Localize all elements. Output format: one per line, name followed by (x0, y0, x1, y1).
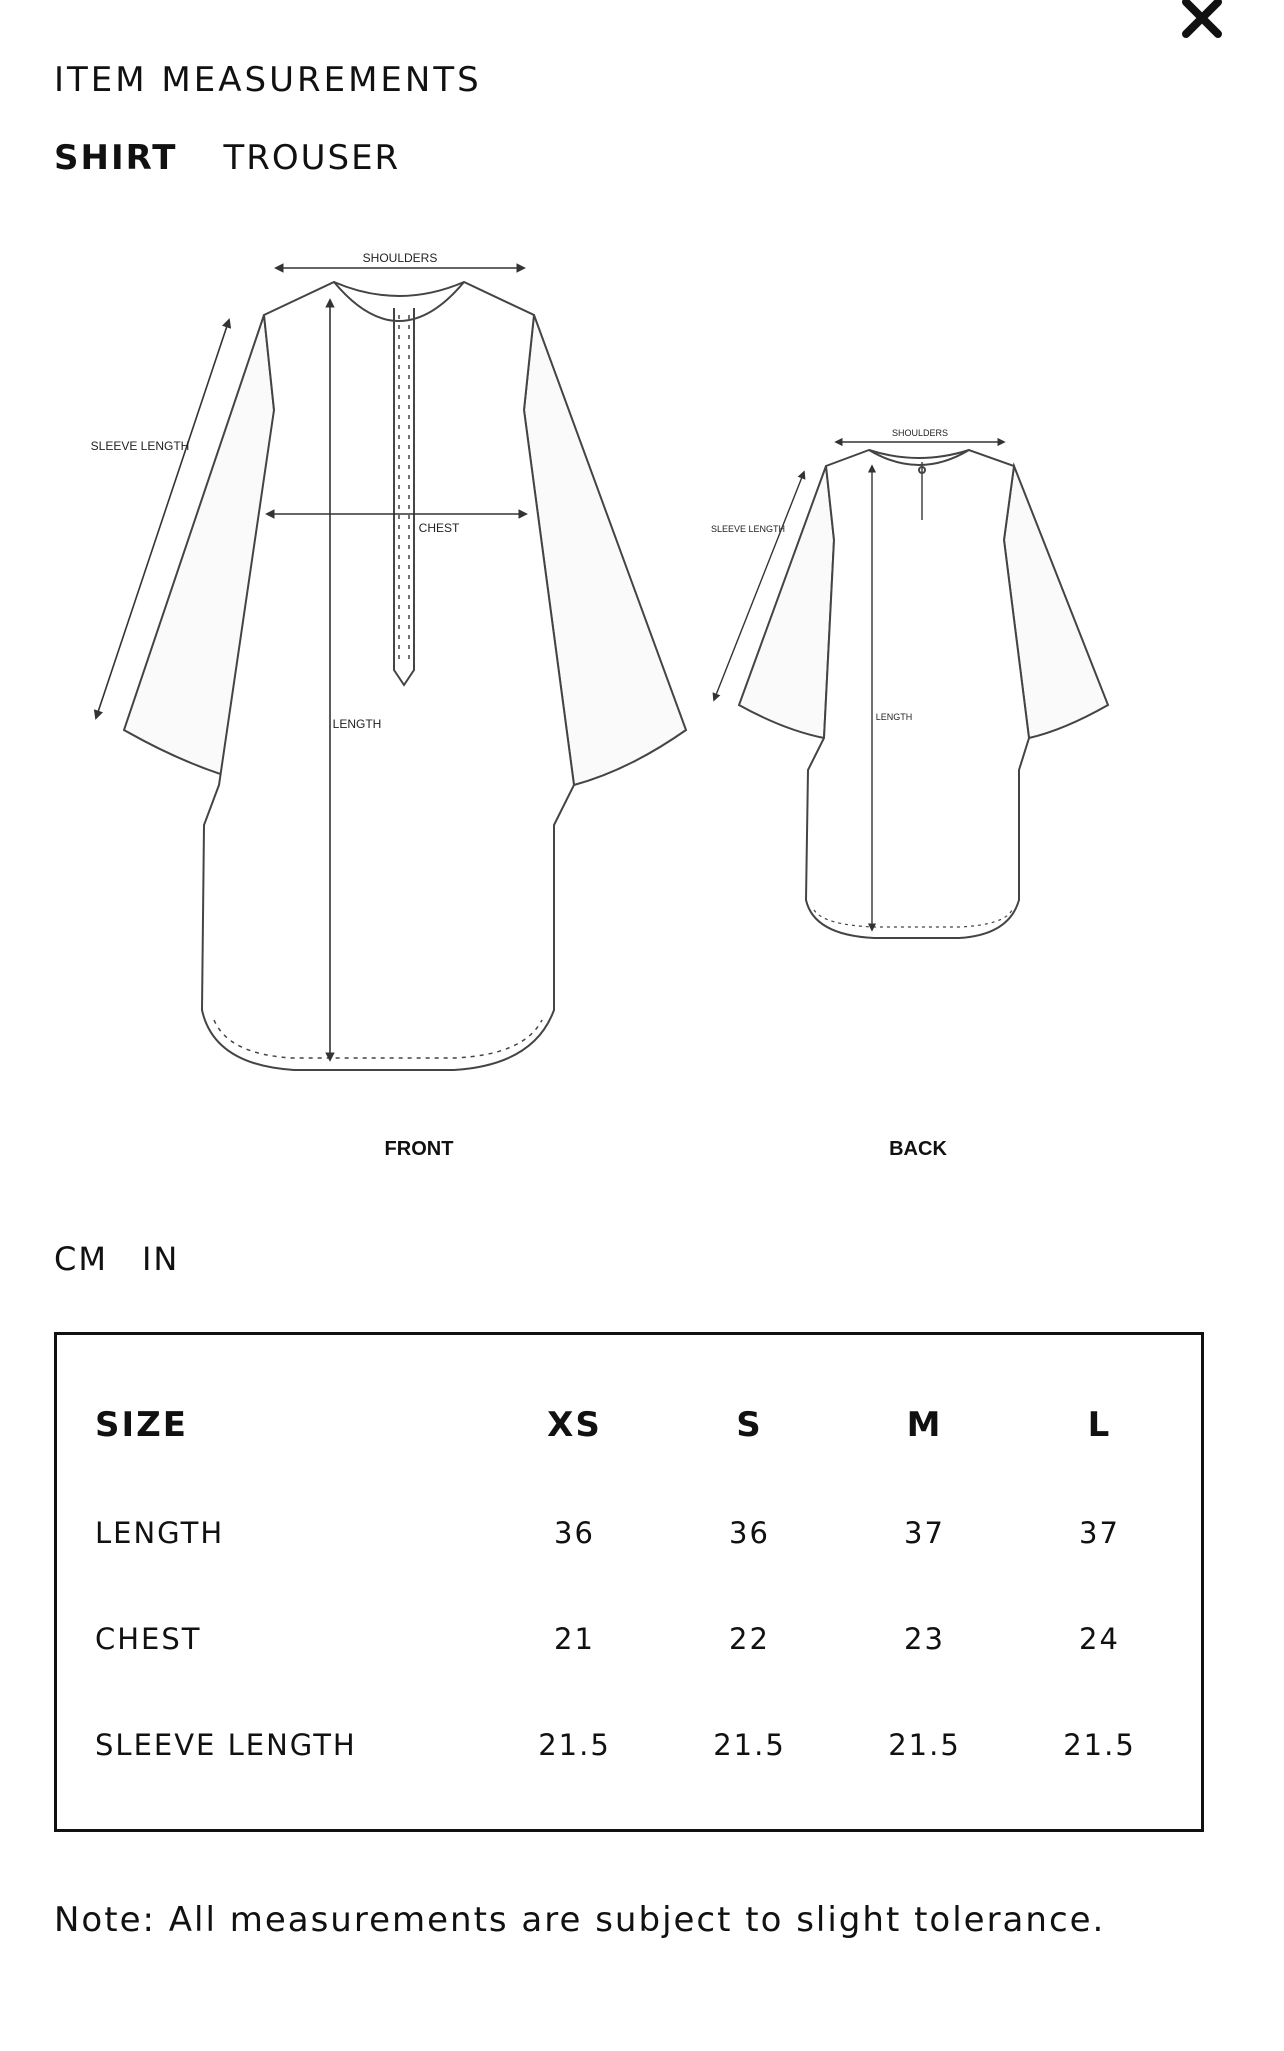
table-cell: 22 (729, 1622, 770, 1656)
table-cell: 21.5 (538, 1728, 611, 1762)
table-cell: 21 (554, 1622, 595, 1656)
page-title: ITEM MEASUREMENTS (54, 60, 482, 100)
size-col-m: M (906, 1405, 943, 1445)
front-garment (124, 282, 686, 1070)
table-cell: 37 (904, 1516, 945, 1550)
table-cell: 21.5 (1063, 1728, 1136, 1762)
size-col-s: S (736, 1405, 763, 1445)
row-label-chest: CHEST (95, 1622, 202, 1656)
unit-in[interactable]: IN (141, 1240, 180, 1278)
tab-shirt[interactable]: SHIRT (54, 138, 178, 178)
back-label: BACK (889, 1138, 947, 1160)
garment-tabs (54, 138, 400, 178)
table-cell: 37 (1079, 1516, 1120, 1550)
front-sleeve-length-label: SLEEVE LENGTH (90, 439, 190, 453)
table-row (57, 1516, 1201, 1550)
table-cell: 21.5 (888, 1728, 961, 1762)
unit-cm[interactable]: CM (54, 1240, 108, 1278)
close-button[interactable] (1178, 0, 1226, 42)
back-length-label: LENGTH (875, 712, 913, 722)
table-header-row (57, 1405, 1201, 1445)
size-col-xs: XS (547, 1405, 602, 1445)
row-label-sleeve-length: SLEEVE LENGTH (95, 1728, 357, 1762)
back-shoulders-label: SHOULDERS (891, 428, 949, 438)
table-row (57, 1622, 1201, 1656)
table-cell: 36 (554, 1516, 595, 1550)
unit-toggle (54, 1240, 179, 1278)
front-length-label: LENGTH (332, 717, 382, 731)
size-header-label: SIZE (95, 1405, 189, 1445)
front-chest-label: CHEST (418, 521, 460, 535)
size-col-l: L (1087, 1405, 1112, 1445)
tab-trouser[interactable]: TROUSER (223, 138, 401, 178)
table-cell: 21.5 (713, 1728, 786, 1762)
front-label: FRONT (384, 1138, 454, 1160)
garment-diagram-svg (54, 210, 1164, 1170)
table-row (57, 1728, 1201, 1762)
table-cell: 24 (1079, 1622, 1120, 1656)
close-icon (1178, 0, 1226, 42)
back-sleeve-length-label: SLEEVE LENGTH (710, 524, 786, 534)
back-garment (739, 450, 1108, 938)
tolerance-note: Note: All measurements are subject to slight tolerance. (54, 1900, 1106, 1940)
table-cell: 36 (729, 1516, 770, 1550)
garment-diagram (54, 210, 1164, 1170)
row-label-length: LENGTH (95, 1516, 225, 1550)
size-table (54, 1332, 1204, 1832)
front-shoulders-label: SHOULDERS (362, 251, 438, 265)
table-cell: 23 (904, 1622, 945, 1656)
